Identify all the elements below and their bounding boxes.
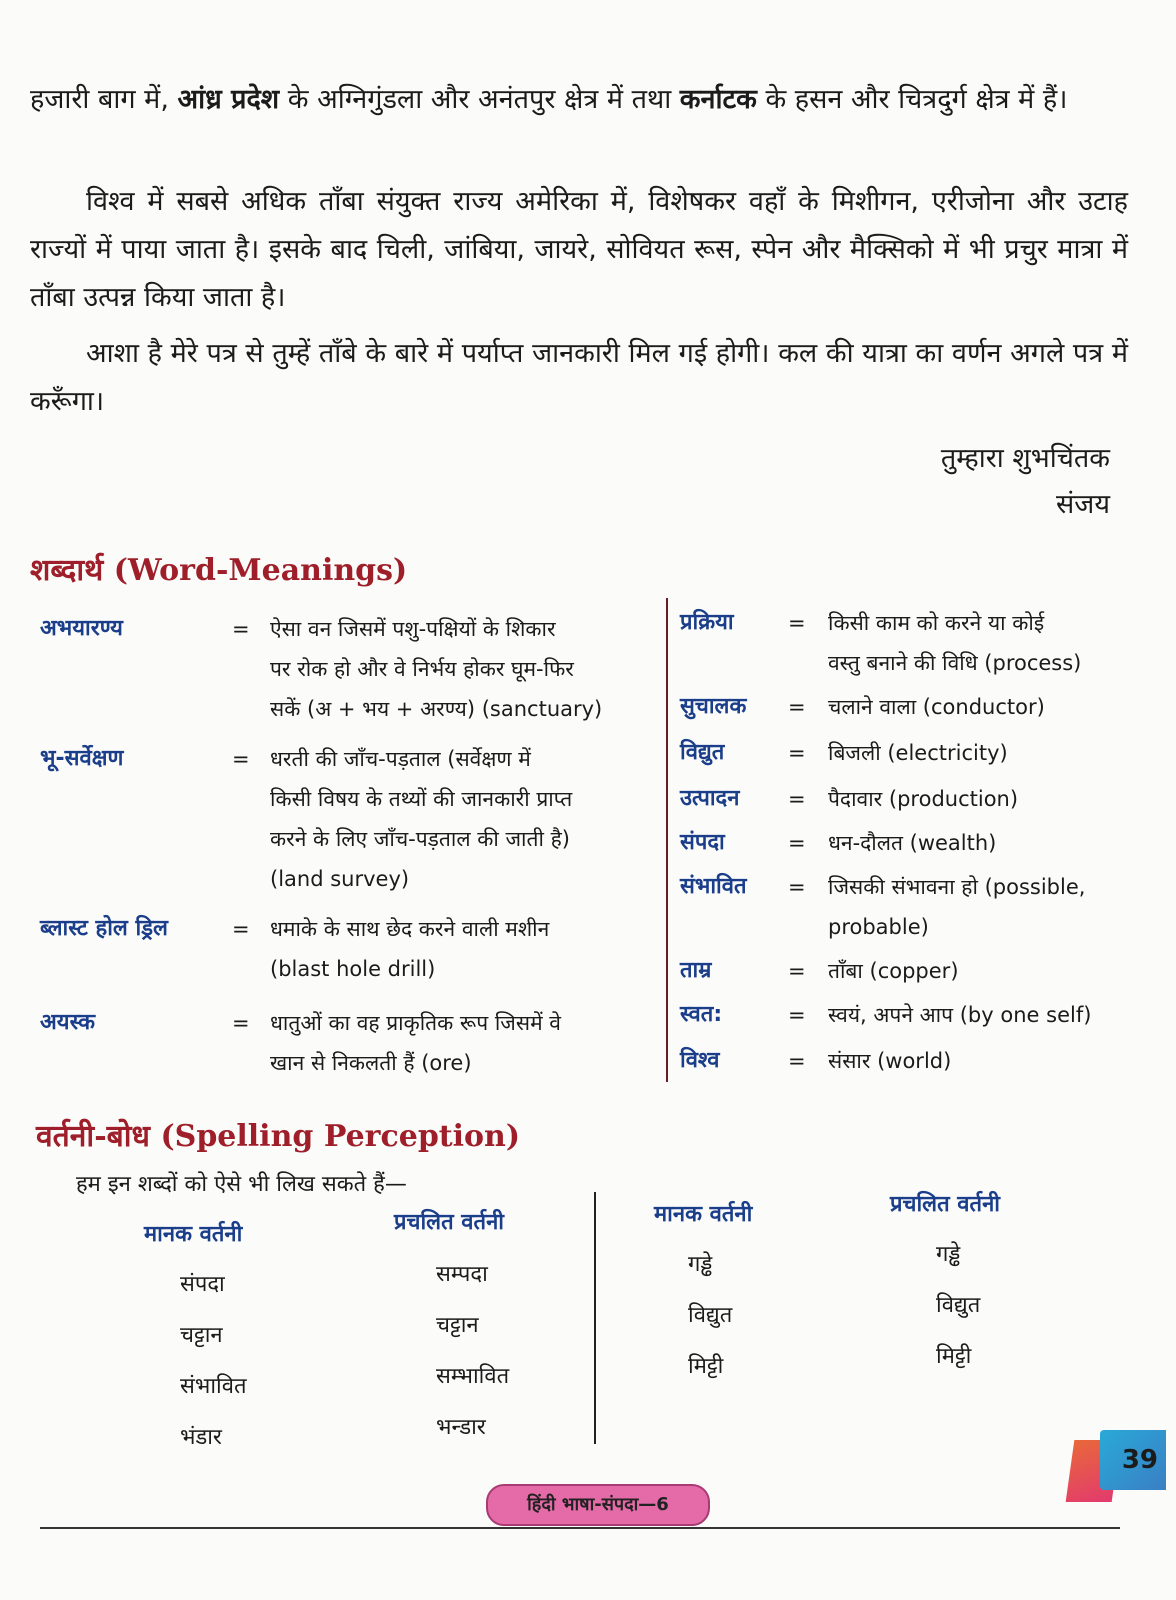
spelling-word: मिट्टी <box>936 1344 972 1369</box>
glossary-definition-line: चलाने वाला (conductor) <box>828 695 1045 719</box>
left-standard-head: मानक वर्तनी <box>144 1222 243 1247</box>
glossary-definition-line: धातुओं का वह प्राकृतिक रूप जिसमें वे <box>270 1011 561 1035</box>
glossary-definition-line: probable) <box>828 915 929 939</box>
right-common-head: प्रचलित वर्तनी <box>890 1192 1000 1217</box>
spelling-word: चट्टान <box>180 1323 223 1348</box>
glossary-term: स्वत: <box>680 1002 723 1027</box>
equals-sign: = <box>788 1003 806 1027</box>
equals-sign: = <box>788 611 806 635</box>
equals-sign: = <box>788 695 806 719</box>
word-meanings-heading-hi: शब्दार्थ <box>30 553 104 588</box>
glossary-definition-line: धरती की जाँच-पड़ताल (सर्वेक्षण में <box>270 747 531 771</box>
glossary-term: ब्लास्ट होल ड्रिल <box>40 916 168 941</box>
glossary-divider <box>666 598 668 1082</box>
glossary-term: अयस्क <box>40 1010 96 1035</box>
paragraph-3: आशा है मेरे पत्र से तुम्हें ताँबे के बारे में पर्याप्त जानकारी मिल गई होगी। कल की यात्रा का वर्णन अगले पत्र में करूँगा। <box>30 338 1128 417</box>
glossary-term: ताम्र <box>680 958 712 983</box>
para1-text-1: हजारी बाग में, <box>30 84 178 115</box>
paragraph-1 <box>30 76 1128 124</box>
paragraph-2: विश्व में सबसे अधिक ताँबा संयुक्त राज्य अमेरिका में, विशेषकर वहाँ के मिशीगन, एरीजोना और उटाह राज्यों में पाया जाता है। इसके बाद चिली, जांबिया, जायरे, सोवियत रूस, स्पेन और मैक्सिको में भी प्रचुर मात्रा में ताँबा उत्पन्न किया जाता है। <box>30 186 1128 313</box>
letter-signature: संजय <box>1056 489 1110 520</box>
glossary-definition-line: किसी काम को करने या कोई <box>828 611 1045 635</box>
glossary-term: अभयारण्य <box>40 616 123 641</box>
glossary-term: विद्युत <box>680 740 725 765</box>
spelling-heading <box>36 1114 520 1155</box>
glossary-definition-line: सकें (अ + भय + अरण्य) (sanctuary) <box>270 697 603 721</box>
glossary-definition-line: धमाके के साथ छेद करने वाली मशीन <box>270 917 550 941</box>
word-meanings-heading-en: (Word-Meanings) <box>113 553 408 588</box>
spelling-word: विद्युत <box>936 1293 981 1318</box>
equals-sign: = <box>788 1049 806 1073</box>
book-title-badge: हिंदी भाषा-संपदा—6 <box>486 1484 710 1526</box>
spelling-divider <box>594 1192 596 1444</box>
spelling-word: मिट्टी <box>688 1354 724 1379</box>
glossary-term: विश्व <box>680 1048 720 1073</box>
spelling-word: गड्ढे <box>688 1252 713 1277</box>
spelling-word: गड्ढे <box>936 1242 961 1267</box>
equals-sign: = <box>788 875 806 899</box>
equals-sign: = <box>232 917 250 941</box>
equals-sign: = <box>788 959 806 983</box>
spelling-heading-en: (Spelling Perception) <box>160 1119 521 1154</box>
glossary-definition-line: ऐसा वन जिसमें पशु-पक्षियों के शिकार <box>270 617 556 641</box>
footer-rule <box>40 1527 1120 1529</box>
letter-closing: तुम्हारा शुभचिंतक <box>940 443 1110 474</box>
glossary-definition-line: पर रोक हो और वे निर्भय होकर घूम-फिर <box>270 657 574 681</box>
spelling-intro: हम इन शब्दों को ऐसे भी लिख सकते हैं— <box>76 1172 407 1197</box>
glossary-term: सुचालक <box>680 694 747 719</box>
equals-sign: = <box>788 741 806 765</box>
equals-sign: = <box>788 787 806 811</box>
spelling-word: संभावित <box>180 1374 247 1399</box>
glossary-term: उत्पादन <box>680 786 740 811</box>
glossary-term: प्रक्रिया <box>680 610 734 635</box>
glossary-definition-line: संसार (world) <box>828 1049 952 1073</box>
spelling-word: भंडार <box>180 1425 222 1450</box>
glossary-definition-line: करने के लिए जाँच-पड़ताल की जाती है) <box>270 827 570 851</box>
spelling-heading-hi: वर्तनी-बोध <box>36 1119 151 1154</box>
left-common-head: प्रचलित वर्तनी <box>394 1210 504 1235</box>
equals-sign: = <box>232 617 250 641</box>
word-meanings-heading <box>30 548 407 589</box>
spelling-word: सम्पदा <box>436 1262 488 1287</box>
spelling-word: सम्भावित <box>436 1364 510 1389</box>
glossary-definition-line: जिसकी संभावना हो (possible, <box>828 875 1086 899</box>
glossary-definition-line: (blast hole drill) <box>270 957 436 981</box>
spelling-word: विद्युत <box>688 1303 733 1328</box>
glossary-definition-line: (land survey) <box>270 867 410 891</box>
glossary-term: भू-सर्वेक्षण <box>40 746 124 771</box>
glossary-definition-line: ताँबा (copper) <box>828 959 959 983</box>
page-number: 39 <box>1100 1430 1166 1490</box>
glossary-definition-line: वस्तु बनाने की विधि (process) <box>828 651 1082 675</box>
glossary-term: संपदा <box>680 830 725 855</box>
spelling-word: संपदा <box>180 1272 225 1297</box>
para1-bold-andhra: आंध्र प्रदेश <box>177 84 280 115</box>
glossary-definition-line: स्वयं, अपने आप (by one self) <box>828 1003 1092 1027</box>
glossary-definition-line: बिजली (electricity) <box>828 741 1008 765</box>
spelling-word: भन्डार <box>436 1415 486 1440</box>
equals-sign: = <box>232 1011 250 1035</box>
equals-sign: = <box>788 831 806 855</box>
para1-bold-karnataka: कर्नाटक <box>679 84 757 115</box>
glossary-definition-line: खान से निकलती हैं (ore) <box>270 1051 472 1075</box>
para1-text-3: के हसन और चित्रदुर्ग क्षेत्र में हैं। <box>756 84 1068 115</box>
glossary-term: संभावित <box>680 874 747 899</box>
para1-text-2: के अग्निगुंडला और अनंतपुर क्षेत्र में तथा <box>279 84 680 115</box>
spelling-word: चट्टान <box>436 1313 479 1338</box>
glossary-definition-line: धन-दौलत (wealth) <box>828 831 997 855</box>
glossary-definition-line: किसी विषय के तथ्यों की जानकारी प्राप्त <box>270 787 573 811</box>
glossary-definition-line: पैदावार (production) <box>828 787 1019 811</box>
right-standard-head: मानक वर्तनी <box>654 1202 753 1227</box>
equals-sign: = <box>232 747 250 771</box>
